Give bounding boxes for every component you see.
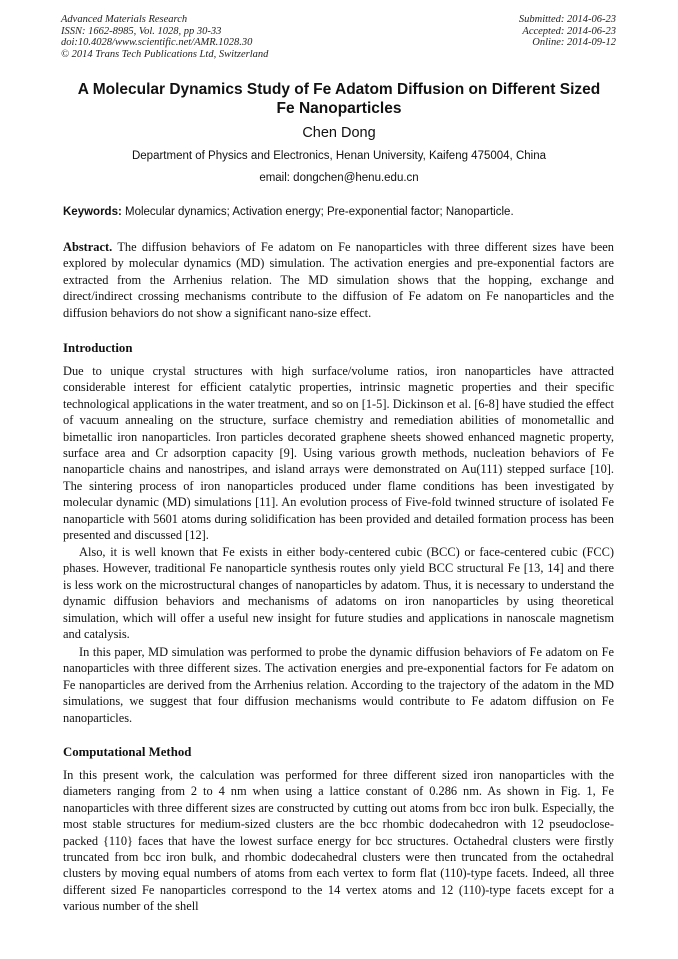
abstract-label: Abstract. — [63, 240, 113, 254]
keywords-text: Molecular dynamics; Activation energy; Pre-exponential factor; Nanoparticle. — [125, 206, 514, 218]
journal-copyright: © 2014 Trans Tech Publications Ltd, Switzerland — [61, 48, 269, 60]
introduction-paragraph-1: Due to unique crystal structures with high surface/volume ratios, iron nanoparticles have attracted considerable interest for efficient catalytic properties, intrinsic magnetic properties and their specific technological applications in the water treatment, and so on [1-5]. Dickinson et al. [6-8] have studied the effect of vacuum annealing on the structure, surface chemistry and remediation abilities of monometallic and bimetallic iron nanoparticles. Iron particles decorated graphene sheets showed enhanced magnetic property, surface area and Cr adsorption capacity [9]. Using various growth methods, nucleation behaviors of Fe nanoparticle chains and nanostripes, and island arrays were demonstrated on Au(111) stepped surface [10]. The sintering process of iron nanoparticles produced under flame conditions has been investigated by molecular dynamic (MD) simulations [11]. An evolution process of Five-fold twinned structure of isolated Fe nanoparticle with 5601 atoms during solidification has been provided and detailed formation process has been presented and discussed [12]. — [63, 364, 614, 543]
journal-name: Advanced Materials Research — [61, 14, 188, 25]
journal-info — [61, 14, 268, 60]
keywords-label: Keywords: — [63, 206, 122, 218]
online-date: Online: 2014-09-12 — [532, 37, 616, 48]
paper-title — [40, 80, 638, 118]
accepted-date: Accepted: 2014-06-23 — [522, 25, 616, 37]
author-email[interactable]: email: dongchen@henu.edu.cn — [259, 172, 419, 184]
introduction-heading: Introduction — [63, 341, 133, 355]
title-line-2: Fe Nanoparticles — [276, 100, 402, 117]
journal-doi[interactable]: doi:10.4028/www.scientific.net/AMR.1028.30 — [61, 37, 253, 48]
journal-issn: ISSN: 1662-8985, Vol. 1028, pp 30-33 — [61, 25, 222, 37]
introduction-paragraph-2: Also, it is well known that Fe exists in either body-centered cubic (BCC) or face-centered cubic (FCC) phases. However, traditional Fe nanoparticle synthesis routes only yield BCC structural Fe [13, 14] and there is less work on the microstructural changes of nanoparticles by adatom. Thus, it is necessary to understand the dynamic diffusion behaviors and mechanisms of adatoms on iron nanoparticles by using theoretical simulation, which will offer a useful new insight for future studies and applications in nanoscale magnetism and catalysis. — [63, 545, 614, 642]
keywords — [63, 206, 623, 218]
abstract — [63, 239, 614, 321]
author-name: Chen Dong — [302, 125, 376, 141]
computational-method-heading: Computational Method — [63, 745, 192, 759]
introduction-paragraph-3: In this paper, MD simulation was performed to probe the dynamic diffusion behaviors of Fe adatom on Fe nanoparticles with three different sizes. The activation energies and pre-exponential factors for Fe adatom on Fe nanoparticles are derived from the Arrhenius relation. According to the trajectory of the adatom in the MD simulations, we suggest that four diffusion mechanisms would contribute to Fe adatom diffusion on Fe nanoparticles. — [63, 645, 614, 725]
abstract-text: The diffusion behaviors of Fe adatom on Fe nanoparticles with three different sizes have been explored by molecular dynamics (MD) simulation. The activation energies and pre-exponential factors are extracted from the Arrhenius relation. The MD simulation shows that the hopping, exchange and direct/indirect crossing mechanisms contribute to the diffusion of Fe adatom on Fe nanoparticles and the diffusion behaviors do not show a significant nano-size effect. — [63, 240, 614, 320]
computational-method-paragraph-1: In this present work, the calculation was performed for three different sized iron nanoparticles with the diameters ranging from 2 to 4 nm when using a lattice constant of 0.286 nm. As shown in Fig. 1, Fe nanoparticles with three different sizes are constructed by cutting out atoms from bcc iron bulk. Especially, the most stable structures for medium-sized clusters are the bcc rhombic dodecahedron with 12 pseudoclose-packed {110} faces that have the lowest surface energy for bcc structures. Octahedral clusters were firstly truncated from bcc iron bulk, and rhombic dodecahedral clusters were then truncated from the octahedral clusters by moving equal numbers of atoms from each vertex to form flat (110)-type facets. Indeed, all three different sized Fe nanoparticles correspond to the 14 vertex atoms and 12 (110)-type facets except for a various number of the shell — [63, 768, 614, 914]
title-line-1: A Molecular Dynamics Study of Fe Adatom Diffusion on Different Sized — [77, 81, 601, 98]
author-affiliation: Department of Physics and Electronics, Henan University, Kaifeng 475004, China — [131, 150, 546, 162]
publication-dates — [519, 14, 616, 49]
submitted-date: Submitted: 2014-06-23 — [518, 14, 616, 25]
